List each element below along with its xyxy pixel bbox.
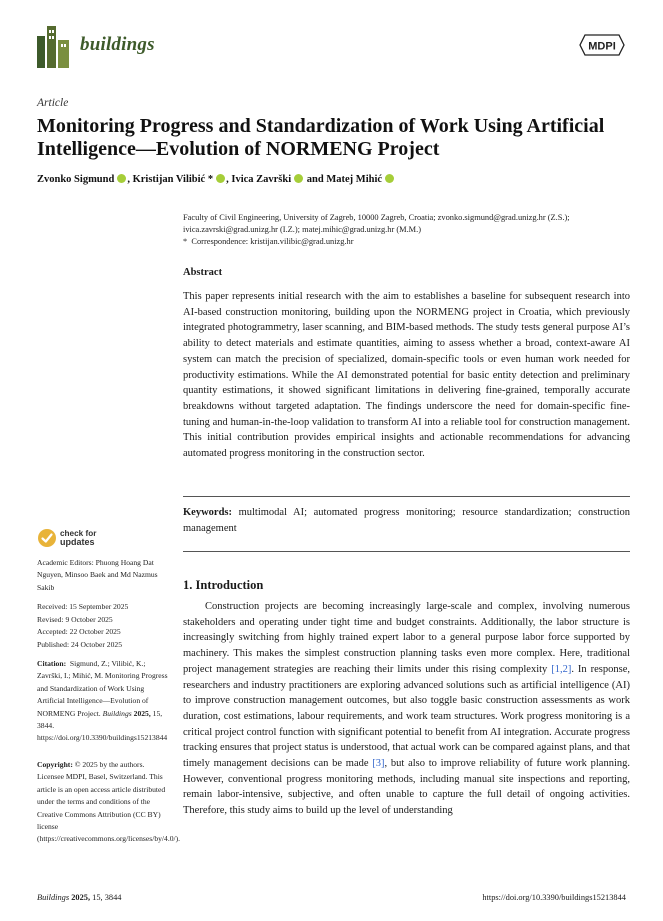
mdpi-logo[interactable] [579,34,625,56]
author-name[interactable]: Kristijan Vilibić * [132,174,214,185]
footer-year: 2025, [71,893,91,902]
abstract-text: This paper represents initial research with the aim to establishes a baseline for subsequent research into AI-based construction monitoring, building upon the NORMENG project in Croatia, which previously integrated photogrammetry, laser scanning, and BIM-based methods. The study tests general purpose AI’s ability to detect materials and estimate quantities, aiming to assess whether a broad, context-aware AI system can match the precision of specialized, domain-specific tools or even human work needed for productivity estimations. While the AI demonstrated potential for basic entity detection and preliminary quantity estimations, it showed significant limitations in delivering fine-grained, temporally accurate breakdowns without targeted adaptation. The findings underscore the need for domain-specific fine-tuning and human-in-the-loop validation to transform AI into a reliable tool for construction management. This initial contribution provides empirical insights and actionable recommendations for advancing automated progress monitoring in the construction sector. [183,291,630,460]
introduction-paragraph [183,599,630,819]
citation-journal: Buildings [102,708,132,718]
author-separator: , [226,174,232,185]
copyright-text: © 2025 by the authors. Licensee MDPI, Basel, Switzerland. This article is an open access article distributed under the terms and conditions of the Creative Commons Attribution (CC BY) license (https://creativecommons.org/licenses/by/4.0/). [37,760,181,844]
citation-label: Citation: [37,659,67,668]
check-for-updates-label[interactable] [60,529,96,547]
date-revised: Revised: 9 October 2025 [37,615,113,624]
date-received: Received: 15 September 2025 [37,602,129,611]
check-updates-line2: updates [60,537,95,547]
author-name[interactable]: Matej Mihić [326,174,383,185]
citation-year: 2025, [133,708,151,718]
check-updates-line1: check for [60,529,97,538]
affiliation: Faculty of Civil Engineering, University of Zagreb, 10000 Zagreb, Croatia; zvonko.sigmund@grad.unizg.hr (Z.S.); ivica.zavrski@grad.unizg.hr (I.Z.); matej.mihic@grad.unizg.hr (M.M.) [183,213,570,234]
footer-doi[interactable]: https://doi.org/10.3390/buildings15213844 [482,893,626,902]
footer-citation [37,893,121,902]
mdpi-logo-text: MDPI [588,40,616,53]
intro-text: , but also to improve reliability of future work planning. However, conventional progress monitoring methods, including manual site inspections and reporting, remain labor-intensive, subjective, and often unable to capture the full detail of ongoing activities. Therefore, this study aims to build up the level of understanding [183,758,630,817]
orcid-icon[interactable] [385,174,394,183]
orcid-icon[interactable] [294,174,303,183]
author-separator: and [304,174,327,185]
correspondence-mark: * [183,237,188,246]
author-separator: , [127,174,133,185]
orcid-icon[interactable] [117,174,126,183]
correspondence [183,237,354,246]
buildings-journal-logo [37,22,69,68]
author-list [37,174,637,185]
author-name[interactable]: Ivica Završki [231,174,292,185]
citation-block [37,658,172,745]
citation-doi[interactable]: 15, 3844. https://doi.org/10.3390/buildings15213844 [37,708,168,743]
date-accepted: Accepted: 22 October 2025 [37,627,121,636]
academic-editors: Academic Editors: Phuong Hoang Dat Nguyen, Minsoo Baek and Md Nazmus Sakib [37,558,158,592]
date-published: Published: 24 October 2025 [37,640,122,649]
check-for-updates-icon[interactable] [37,528,57,548]
footer-volume: 15, 3844 [92,893,122,902]
intro-text: . In response, researchers and industry practitioners are exploring advanced solutions such as artificial intelligence (AI) to improve construction management outcomes, but also toggle basic construction assessments as work duration, cost estimations, labour requirements, and work team structures. Work progress monitoring is a critical project control function with significant potential to benefit from AI integration. Accurate progress tracking ensures that project status is understood, that actual work can be compared against plans, and that timely management decisions can be made [183,663,630,770]
divider [183,496,630,497]
article-type: Article [37,97,69,109]
author-name[interactable]: Zvonko Sigmund [37,174,115,185]
section-heading: 1. Introduction [183,578,264,592]
citation-text: Sigmund, Z.; Vilibić, K.; Završki, I.; Mihić, M. Monitoring Progress and Standardization of Work Using Artificial Intelligence—Evolution of NORMENG Project. [37,659,168,718]
journal-name: buildings [80,34,155,55]
citation-link[interactable]: [3] [372,758,385,770]
keywords-label: Keywords: [183,507,232,518]
copyright-block [37,759,181,846]
correspondence-text: Correspondence: kristijan.vilibic@grad.unizg.hr [191,237,354,246]
copyright-label: Copyright: [37,760,73,769]
footer-journal: Buildings [37,893,70,902]
divider [183,551,630,552]
citation-link[interactable]: [1,2] [551,663,572,675]
abstract-heading: Abstract [183,267,223,278]
article-title: Monitoring Progress and Standardization of Work Using Artificial Intelligence—Evolution of NORMENG Project [37,115,605,160]
keywords-text: multimodal AI; automated progress monitoring; resource standardization; construction management [183,507,630,534]
keywords [183,505,630,536]
orcid-icon[interactable] [216,174,225,183]
intro-text: Construction projects are becoming increasingly large-scale and complex, involving numerous stakeholders and operating under tight time and budget constraints. Additionally, the labor structure is increasingly switching from highly trained expert labor to a general purpose labor force supported by machinery. This makes the simplest construction planning tasks even more complex. Here, traditional project management strategies are reaching their limits under this rising complexity [183,601,630,675]
